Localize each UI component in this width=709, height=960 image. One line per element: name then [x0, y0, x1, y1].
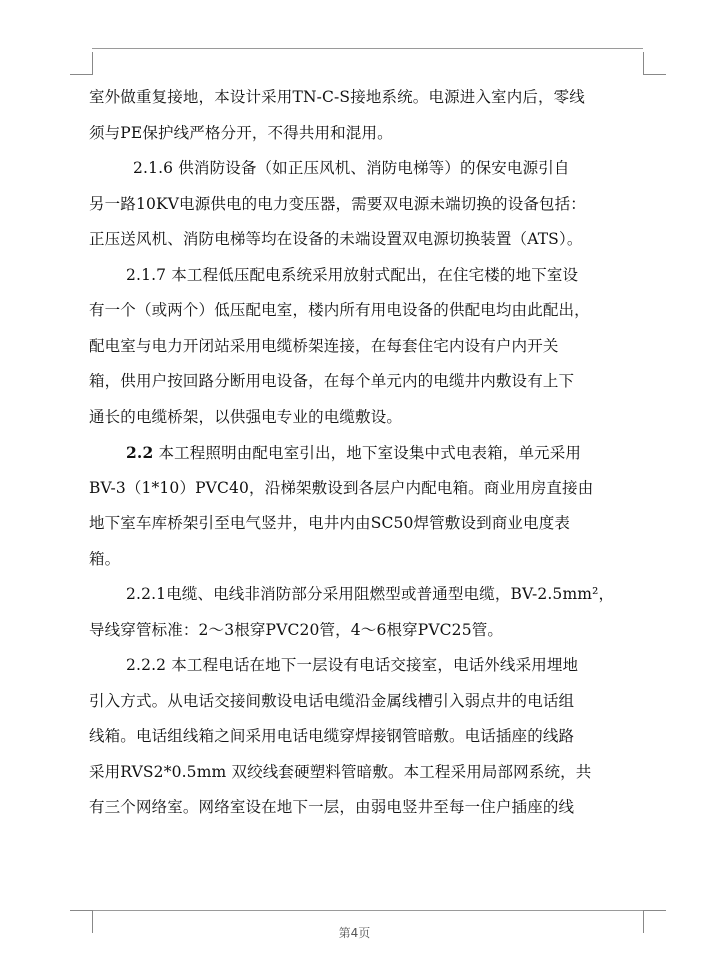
text-line — [89, 506, 649, 542]
line-text: 线箱。电话组线箱之间采用电话电缆穿焊接钢管暗敷。电话插座的线路 — [89, 727, 575, 745]
text-line — [89, 790, 649, 826]
line-text: 2.2.1电缆、电线非消防部分采用阻燃型或普通型电缆，BV-2.5mm²， — [126, 585, 615, 603]
text-line — [89, 755, 649, 791]
line-text: 通长的电缆桥架，以供强电专业的电缆敷设。 — [89, 407, 403, 426]
line-text: 配电室与电力开闭站采用电缆桥架连接，在每套住宅内设有户内开关 — [89, 336, 559, 355]
line-text: 正压送风机、消防电梯等均在设备的未端设置双电源切换装置（ATS）。 — [89, 230, 583, 248]
line-text: 地下室车库桥架引至电气竖井，电井内由SC50焊管敷设到商业电度表 — [89, 514, 571, 532]
footer-rule — [92, 910, 643, 911]
page-number: 第4页 — [338, 926, 371, 940]
line-text: 另一路10KV电源供电的电力变压器，需要双电源未端切换的设备包括： — [89, 194, 586, 213]
document-body — [89, 80, 649, 826]
line-text: 箱。 — [89, 549, 121, 568]
header-rule — [92, 48, 643, 49]
text-line — [89, 329, 649, 365]
line-text: 须与PE保护线严格分开，不得共用和混用。 — [89, 123, 393, 142]
text-line — [89, 80, 649, 116]
text-line — [89, 648, 649, 684]
line-text: 本工程照明由配电室引出，地下室设集中式电表箱，单元采用 — [153, 444, 582, 462]
text-line — [89, 116, 649, 152]
text-line — [89, 613, 649, 649]
text-line — [89, 258, 649, 294]
text-line — [89, 471, 649, 507]
crop-mark-top-right — [643, 52, 666, 75]
section-number: 2.2 — [126, 443, 154, 462]
text-line — [89, 719, 649, 755]
line-text: 导线穿管标准：2～3根穿PVC20管，4～6根穿PVC25管。 — [89, 620, 504, 639]
line-text: 2.1.7 本工程低压配电系统采用放射式配出，在住宅楼的地下室设 — [126, 265, 579, 284]
text-line — [89, 151, 649, 187]
text-line — [89, 577, 649, 613]
line-text: 有三个网络室。网络室设在地下一层，由弱电竖井至每一住户插座的线 — [89, 798, 575, 816]
line-text: 室外做重复接地，本设计采用TN-C-S接地系统。电源进入室内后，零线 — [89, 88, 585, 106]
text-line — [89, 222, 649, 258]
line-text: 2.2.2 本工程电话在地下一层设有电话交接室，电话外线采用埋地 — [126, 656, 579, 674]
line-text: 有一个（或两个）低压配电室，楼内所有用电设备的供配电均由此配出， — [89, 301, 590, 319]
line-text: 采用RVS2*0.5mm 双绞线套硬塑料管暗敷。本工程采用局部网系统，共 — [89, 762, 592, 781]
text-line — [89, 187, 649, 223]
line-text: BV-3（1*10）PVC40，沿梯架敷设到各层户内配电箱。商业用房直接由 — [89, 478, 594, 497]
text-line — [89, 400, 649, 436]
text-line — [89, 435, 649, 471]
text-line — [89, 542, 649, 578]
line-text: 2.1.6 供消防设备（如正压风机、消防电梯等）的保安电源引自 — [133, 159, 570, 177]
crop-mark-top-left — [70, 52, 93, 75]
line-text: 箱，供用户按回路分断用电设备，在每个单元内的电缆井内敷设有上下 — [89, 372, 575, 390]
text-line — [89, 364, 649, 400]
text-line — [89, 293, 649, 329]
line-text: 引入方式。从电话交接间敷设电话电缆沿金属线槽引入弱点井的电话组 — [89, 691, 575, 710]
text-line — [89, 684, 649, 720]
